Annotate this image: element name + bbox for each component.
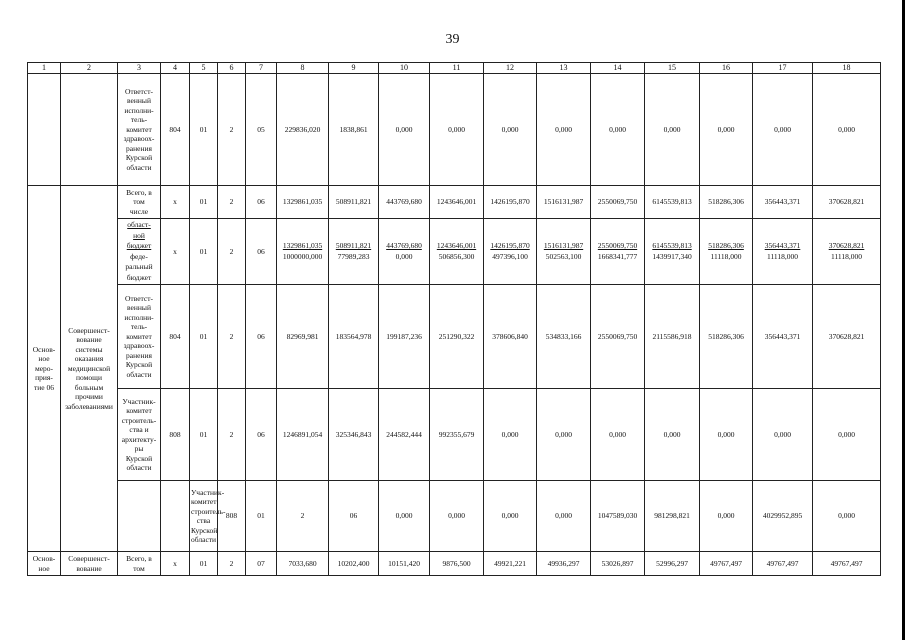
value-cell: 443769,680 0,000	[379, 219, 430, 285]
value-cell: 229836,020	[277, 74, 329, 186]
value-cell: 0,000	[645, 389, 700, 481]
value-cell: 52996,297	[645, 552, 700, 576]
value-cell: 1243646,001	[430, 186, 484, 219]
col-header: 14	[591, 63, 645, 74]
col-header: 12	[484, 63, 537, 74]
code-cell: 07	[246, 552, 277, 576]
value-cell: 356443,371	[753, 285, 813, 389]
value-cell: 49767,497	[813, 552, 881, 576]
value-cell: 244582,444	[379, 389, 430, 481]
value-cell: 10202,400	[329, 552, 379, 576]
value-cell: 0,000	[700, 74, 753, 186]
table-row	[28, 74, 881, 186]
col-header: 11	[430, 63, 484, 74]
value-cell: 356443,371 11118,000	[753, 219, 813, 285]
code-cell: 808	[161, 389, 190, 481]
code-cell: 01	[190, 186, 218, 219]
value-cell: 49921,221	[484, 552, 537, 576]
col-header: 10	[379, 63, 430, 74]
value-cell: 251290,322	[430, 285, 484, 389]
value-cell: 0,000	[813, 74, 881, 186]
value-cell: 508911,821 77989,283	[329, 219, 379, 285]
code-cell: 2	[218, 186, 246, 219]
code-cell: 05	[246, 74, 277, 186]
col-header: 17	[753, 63, 813, 74]
code-cell: 06	[246, 389, 277, 481]
value-cell: 49767,497	[753, 552, 813, 576]
empty-cell	[28, 74, 61, 186]
code-cell: 06	[246, 285, 277, 389]
value-cell: 0,000	[591, 74, 645, 186]
value-cell: 0,000	[484, 74, 537, 186]
empty-cell	[118, 481, 161, 552]
code-cell: x	[161, 219, 190, 285]
code-cell: 2	[277, 481, 329, 552]
value-cell: 1516131,987	[537, 186, 591, 219]
value-cell: 10151,420	[379, 552, 430, 576]
table-row	[28, 186, 881, 219]
col-header: 3	[118, 63, 161, 74]
responsible-cell: Ответст- венный исполни- тель- комитет здравоох- ранения Курской области	[118, 74, 161, 186]
responsible-cell: Всего, в том числе	[118, 186, 161, 219]
code-cell: 2	[218, 74, 246, 186]
value-cell: 2550069,750 1668341,777	[591, 219, 645, 285]
code-cell: 06	[329, 481, 379, 552]
table-row	[28, 481, 881, 552]
event-07-name-cell: Совершенст- вование	[61, 552, 118, 576]
value-cell: 49767,497	[700, 552, 753, 576]
value-cell: 0,000	[379, 74, 430, 186]
responsible-cell: Участник- комитет строитель- ства и архитекту- ры Курской области	[118, 389, 161, 481]
value-cell: 49936,297	[537, 552, 591, 576]
value-cell: 4029952,895	[753, 481, 813, 552]
value-cell: 1329861,035	[277, 186, 329, 219]
value-cell: 1516131,987 502563,100	[537, 219, 591, 285]
code-cell: 2	[218, 219, 246, 285]
code-cell: 808	[218, 481, 246, 552]
code-cell: 804	[161, 285, 190, 389]
value-cell: 1838,861	[329, 74, 379, 186]
code-cell: 01	[190, 389, 218, 481]
code-cell: 06	[246, 186, 277, 219]
value-cell: 0,000	[430, 481, 484, 552]
code-cell: 2	[218, 389, 246, 481]
event-06-cell: Основ- ное меро- прия- тие 06	[28, 186, 61, 552]
value-cell: 9876,500	[430, 552, 484, 576]
value-cell: 6145539,813 1439917,340	[645, 219, 700, 285]
value-cell: 6145539,813	[645, 186, 700, 219]
value-cell: 0,000	[700, 481, 753, 552]
col-header: 15	[645, 63, 700, 74]
code-cell: 06	[246, 219, 277, 285]
event-06-name-cell: Совершенст- вование системы оказания медицинской помощи больным прочими заболеваниями	[61, 186, 118, 552]
code-cell: x	[161, 186, 190, 219]
value-cell: 325346,843	[329, 389, 379, 481]
value-cell: 7033,680	[277, 552, 329, 576]
empty-cell	[161, 481, 190, 552]
col-header: 5	[190, 63, 218, 74]
value-cell: 1329861,035 1000000,000	[277, 219, 329, 285]
value-cell: 0,000	[645, 74, 700, 186]
value-cell: 370628,821 11118,000	[813, 219, 881, 285]
value-cell: 981298,821	[645, 481, 700, 552]
code-cell: 2	[218, 285, 246, 389]
value-cell: 443769,680	[379, 186, 430, 219]
value-cell: 508911,821	[329, 186, 379, 219]
value-cell: 0,000	[753, 389, 813, 481]
value-cell: 0,000	[753, 74, 813, 186]
code-cell: x	[161, 552, 190, 576]
value-cell: 356443,371	[753, 186, 813, 219]
col-header: 13	[537, 63, 591, 74]
responsible-cell: Всего, в том	[118, 552, 161, 576]
header-row	[28, 63, 881, 74]
value-cell: 518286,306	[700, 186, 753, 219]
responsible-cell: Участник- комитет строитель- ства Курской области	[190, 481, 218, 552]
code-cell: 01	[190, 285, 218, 389]
col-header: 1	[28, 63, 61, 74]
value-cell: 378606,840	[484, 285, 537, 389]
budget-table	[27, 62, 881, 576]
value-cell: 0,000	[379, 481, 430, 552]
value-cell: 0,000	[537, 389, 591, 481]
col-header: 16	[700, 63, 753, 74]
value-cell: 518286,306	[700, 285, 753, 389]
value-cell: 370628,821	[813, 285, 881, 389]
code-cell: 01	[246, 481, 277, 552]
col-header: 6	[218, 63, 246, 74]
code-cell: 01	[190, 552, 218, 576]
table-row	[28, 552, 881, 576]
value-cell: 1426195,870 497396,100	[484, 219, 537, 285]
table-row	[28, 389, 881, 481]
code-cell: 804	[161, 74, 190, 186]
value-cell: 0,000	[537, 481, 591, 552]
value-cell: 0,000	[813, 389, 881, 481]
page-number: 39	[445, 32, 460, 47]
value-cell: 1246891,054	[277, 389, 329, 481]
code-cell: 01	[190, 74, 218, 186]
value-cell: 53026,897	[591, 552, 645, 576]
code-cell: 2	[218, 552, 246, 576]
col-header: 8	[277, 63, 329, 74]
value-cell: 0,000	[484, 389, 537, 481]
value-cell: 2115586,918	[645, 285, 700, 389]
value-cell: 2550069,750	[591, 285, 645, 389]
col-header: 7	[246, 63, 277, 74]
event-07-cell: Основ- ное	[28, 552, 61, 576]
value-cell: 0,000	[430, 74, 484, 186]
value-cell: 1047589,030	[591, 481, 645, 552]
table-row	[28, 219, 881, 285]
budget-source-cell: област- ной бюджет феде- ральный бюджет	[118, 219, 161, 285]
value-cell: 992355,679	[430, 389, 484, 481]
value-cell: 183564,978	[329, 285, 379, 389]
value-cell: 1426195,870	[484, 186, 537, 219]
col-header: 4	[161, 63, 190, 74]
value-cell: 0,000	[537, 74, 591, 186]
value-cell: 2550069,750	[591, 186, 645, 219]
col-header: 9	[329, 63, 379, 74]
table-row	[28, 285, 881, 389]
responsible-cell: Ответст- венный исполни- тель- комитет здравоох- ранения Курской области	[118, 285, 161, 389]
value-cell: 0,000	[484, 481, 537, 552]
value-cell: 0,000	[700, 389, 753, 481]
value-cell: 518286,306 11118,000	[700, 219, 753, 285]
value-cell: 370628,821	[813, 186, 881, 219]
empty-cell	[61, 74, 118, 186]
value-cell: 82969,981	[277, 285, 329, 389]
value-cell: 1243646,001 506856,300	[430, 219, 484, 285]
value-cell: 0,000	[813, 481, 881, 552]
value-cell: 534833,166	[537, 285, 591, 389]
value-cell: 0,000	[591, 389, 645, 481]
value-cell: 199187,236	[379, 285, 430, 389]
col-header: 18	[813, 63, 881, 74]
code-cell: 01	[190, 219, 218, 285]
col-header: 2	[61, 63, 118, 74]
